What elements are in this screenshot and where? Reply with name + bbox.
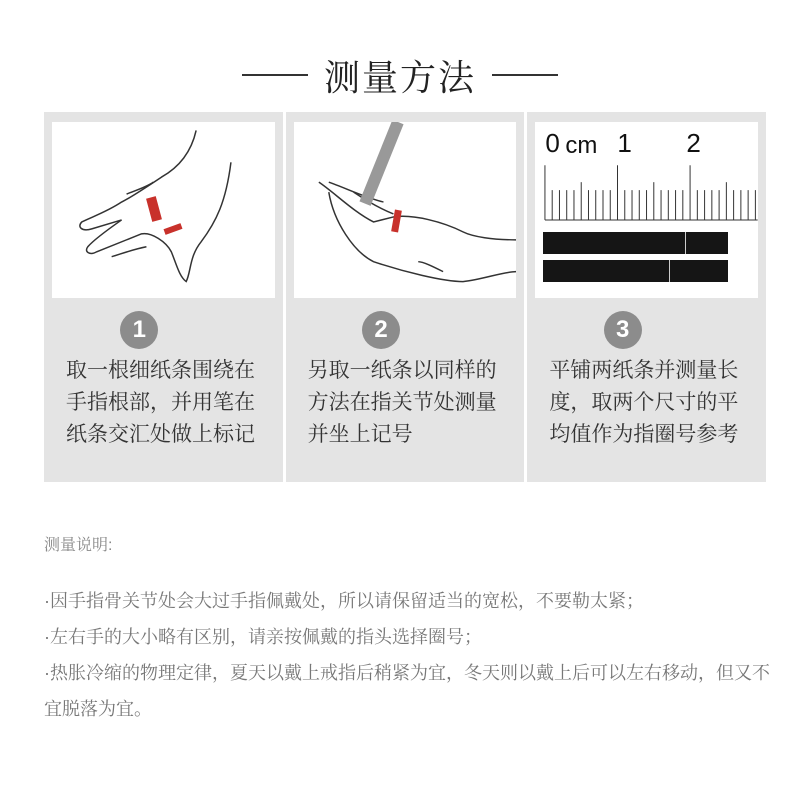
step-number-badge: 3 [604, 311, 642, 349]
divider [242, 74, 308, 76]
ruler-illustration [535, 122, 758, 298]
note-item: ·热胀冷缩的物理定律，夏天以戴上戒指后稍紧为宜，冬天则以戴上后可以左右移动，但又不宜脱落为宜。 [44, 663, 770, 719]
section-header [0, 50, 800, 100]
note-item: ·左右手的大小略有区别，请亲按佩戴的指头选择圈号； [44, 627, 482, 647]
step-2 [286, 112, 525, 482]
measurement-notes [44, 532, 784, 727]
step-3 [527, 112, 766, 482]
step-1 [44, 112, 283, 482]
page-title: 测量方法 [323, 56, 476, 98]
paper-strip-black [543, 260, 728, 282]
ruler-unit: cm [565, 132, 598, 159]
step-description: 另取一纸条以同样的方法在指关节处测量并坐上记号 [307, 359, 497, 446]
divider [492, 74, 558, 76]
step-description: 取一根细纸条围绕在手指根部，并用笔在纸条交汇处做上标记 [66, 359, 255, 446]
ruler-label: 2 [686, 128, 701, 158]
step-number-badge: 1 [120, 311, 158, 349]
step-number-badge: 2 [362, 311, 400, 349]
notes-heading: 测量说明: [44, 537, 113, 554]
paper-strip-black [543, 232, 728, 254]
ruler-label: 0 [545, 128, 560, 158]
step-description: 平铺两纸条并测量长度，取两个尺寸的平均值作为指圈号参考 [549, 359, 739, 446]
hand-wrap-illustration [52, 122, 275, 298]
note-item: ·因手指骨关节处会大过手指佩戴处，所以请保留适当的宽松，不要勒太紧； [44, 591, 644, 611]
ruler-label: 1 [617, 128, 632, 158]
steps-panel [44, 112, 766, 482]
hand-mark-illustration [294, 122, 517, 298]
